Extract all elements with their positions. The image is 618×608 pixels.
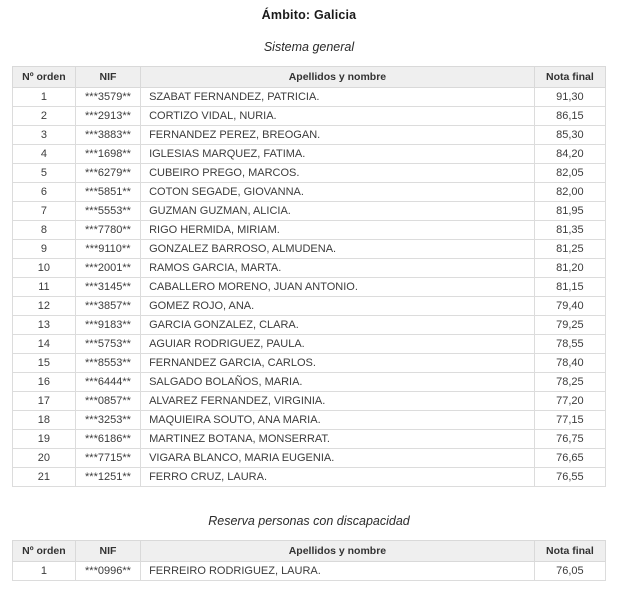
column-header: NIF bbox=[75, 67, 140, 88]
nombre-cell: COTON SEGADE, GIOVANNA. bbox=[141, 183, 535, 202]
orden-cell: 13 bbox=[13, 316, 76, 335]
nota-cell: 76,65 bbox=[534, 449, 605, 468]
orden-cell: 19 bbox=[13, 430, 76, 449]
column-header: Apellidos y nombre bbox=[141, 541, 535, 562]
nombre-cell: AGUIAR RODRIGUEZ, PAULA. bbox=[141, 335, 535, 354]
orden-cell: 16 bbox=[13, 373, 76, 392]
table-row bbox=[13, 107, 606, 126]
nota-cell: 77,15 bbox=[534, 411, 605, 430]
section-reserva-discapacidad bbox=[12, 514, 606, 581]
nif-cell: ***2001** bbox=[75, 259, 140, 278]
table-row bbox=[13, 335, 606, 354]
section-sistema-general bbox=[12, 40, 606, 487]
table-row bbox=[13, 430, 606, 449]
table-row bbox=[13, 88, 606, 107]
nota-cell: 91,30 bbox=[534, 88, 605, 107]
nombre-cell: FERNANDEZ GARCIA, CARLOS. bbox=[141, 354, 535, 373]
orden-cell: 8 bbox=[13, 221, 76, 240]
table-row bbox=[13, 411, 606, 430]
nif-cell: ***5753** bbox=[75, 335, 140, 354]
table-row bbox=[13, 145, 606, 164]
nota-cell: 81,95 bbox=[534, 202, 605, 221]
nota-cell: 81,15 bbox=[534, 278, 605, 297]
header-row bbox=[13, 541, 606, 562]
orden-cell: 10 bbox=[13, 259, 76, 278]
document-page bbox=[0, 8, 618, 608]
orden-cell: 20 bbox=[13, 449, 76, 468]
nota-cell: 78,55 bbox=[534, 335, 605, 354]
table-row bbox=[13, 259, 606, 278]
nif-cell: ***7715** bbox=[75, 449, 140, 468]
orden-cell: 21 bbox=[13, 468, 76, 487]
header-row bbox=[13, 67, 606, 88]
nif-cell: ***8553** bbox=[75, 354, 140, 373]
nota-cell: 81,25 bbox=[534, 240, 605, 259]
table-row bbox=[13, 468, 606, 487]
orden-cell: 15 bbox=[13, 354, 76, 373]
table-row bbox=[13, 449, 606, 468]
nota-cell: 86,15 bbox=[534, 107, 605, 126]
nif-cell: ***1251** bbox=[75, 468, 140, 487]
nombre-cell: FERREIRO RODRIGUEZ, LAURA. bbox=[141, 562, 535, 581]
nif-cell: ***0996** bbox=[75, 562, 140, 581]
nif-cell: ***6279** bbox=[75, 164, 140, 183]
nif-cell: ***7780** bbox=[75, 221, 140, 240]
orden-cell: 2 bbox=[13, 107, 76, 126]
table-row bbox=[13, 562, 606, 581]
orden-cell: 18 bbox=[13, 411, 76, 430]
nif-cell: ***6186** bbox=[75, 430, 140, 449]
nombre-cell: CUBEIRO PREGO, MARCOS. bbox=[141, 164, 535, 183]
table-row bbox=[13, 240, 606, 259]
nif-cell: ***3579** bbox=[75, 88, 140, 107]
ambito-title: Ámbito: Galicia bbox=[261, 8, 357, 22]
nota-cell: 78,40 bbox=[534, 354, 605, 373]
nota-cell: 82,05 bbox=[534, 164, 605, 183]
results-table-reserva-discapacidad bbox=[12, 540, 606, 581]
nota-cell: 78,25 bbox=[534, 373, 605, 392]
nombre-cell: CABALLERO MORENO, JUAN ANTONIO. bbox=[141, 278, 535, 297]
column-header: Nota final bbox=[534, 541, 605, 562]
table-row bbox=[13, 183, 606, 202]
nif-cell: ***9183** bbox=[75, 316, 140, 335]
nombre-cell: MAQUIEIRA SOUTO, ANA MARIA. bbox=[141, 411, 535, 430]
nombre-cell: ALVAREZ FERNANDEZ, VIRGINIA. bbox=[141, 392, 535, 411]
nombre-cell: FERRO CRUZ, LAURA. bbox=[141, 468, 535, 487]
orden-cell: 4 bbox=[13, 145, 76, 164]
nota-cell: 79,40 bbox=[534, 297, 605, 316]
nif-cell: ***3145** bbox=[75, 278, 140, 297]
table-row bbox=[13, 126, 606, 145]
orden-cell: 11 bbox=[13, 278, 76, 297]
nif-cell: ***6444** bbox=[75, 373, 140, 392]
nombre-cell: VIGARA BLANCO, MARIA EUGENIA. bbox=[141, 449, 535, 468]
nif-cell: ***2913** bbox=[75, 107, 140, 126]
nif-cell: ***9110** bbox=[75, 240, 140, 259]
nota-cell: 77,20 bbox=[534, 392, 605, 411]
table-row bbox=[13, 354, 606, 373]
table-row bbox=[13, 392, 606, 411]
nif-cell: ***1698** bbox=[75, 145, 140, 164]
nombre-cell: RAMOS GARCIA, MARTA. bbox=[141, 259, 535, 278]
table-row bbox=[13, 164, 606, 183]
nif-cell: ***3883** bbox=[75, 126, 140, 145]
orden-cell: 17 bbox=[13, 392, 76, 411]
orden-cell: 7 bbox=[13, 202, 76, 221]
table-row bbox=[13, 297, 606, 316]
nota-cell: 79,25 bbox=[534, 316, 605, 335]
nota-cell: 81,20 bbox=[534, 259, 605, 278]
table-row bbox=[13, 373, 606, 392]
nif-cell: ***0857** bbox=[75, 392, 140, 411]
column-header: Nota final bbox=[534, 67, 605, 88]
column-header: NIF bbox=[75, 541, 140, 562]
nif-cell: ***3253** bbox=[75, 411, 140, 430]
nombre-cell: IGLESIAS MARQUEZ, FATIMA. bbox=[141, 145, 535, 164]
section-title-reserva-discapacidad: Reserva personas con discapacidad bbox=[208, 514, 410, 528]
orden-cell: 1 bbox=[13, 88, 76, 107]
nombre-cell: SALGADO BOLAÑOS, MARIA. bbox=[141, 373, 535, 392]
orden-cell: 5 bbox=[13, 164, 76, 183]
nota-cell: 82,00 bbox=[534, 183, 605, 202]
nombre-cell: GOMEZ ROJO, ANA. bbox=[141, 297, 535, 316]
nombre-cell: SZABAT FERNANDEZ, PATRICIA. bbox=[141, 88, 535, 107]
nif-cell: ***5553** bbox=[75, 202, 140, 221]
nota-cell: 76,05 bbox=[534, 562, 605, 581]
nombre-cell: GUZMAN GUZMAN, ALICIA. bbox=[141, 202, 535, 221]
orden-cell: 9 bbox=[13, 240, 76, 259]
orden-cell: 3 bbox=[13, 126, 76, 145]
nif-cell: ***3857** bbox=[75, 297, 140, 316]
orden-cell: 6 bbox=[13, 183, 76, 202]
column-header: Apellidos y nombre bbox=[141, 67, 535, 88]
nombre-cell: CORTIZO VIDAL, NURIA. bbox=[141, 107, 535, 126]
orden-cell: 1 bbox=[13, 562, 76, 581]
section-title-sistema-general: Sistema general bbox=[263, 40, 355, 54]
nombre-cell: MARTINEZ BOTANA, MONSERRAT. bbox=[141, 430, 535, 449]
table-row bbox=[13, 221, 606, 240]
table-row bbox=[13, 316, 606, 335]
nota-cell: 76,55 bbox=[534, 468, 605, 487]
nombre-cell: RIGO HERMIDA, MIRIAM. bbox=[141, 221, 535, 240]
nombre-cell: FERNANDEZ PEREZ, BREOGAN. bbox=[141, 126, 535, 145]
nombre-cell: GONZALEZ BARROSO, ALMUDENA. bbox=[141, 240, 535, 259]
results-table-sistema-general bbox=[12, 66, 606, 487]
nota-cell: 85,30 bbox=[534, 126, 605, 145]
table-row bbox=[13, 202, 606, 221]
orden-cell: 14 bbox=[13, 335, 76, 354]
nota-cell: 84,20 bbox=[534, 145, 605, 164]
nif-cell: ***5851** bbox=[75, 183, 140, 202]
results-document bbox=[0, 8, 618, 581]
column-header: Nº orden bbox=[13, 67, 76, 88]
nombre-cell: GARCIA GONZALEZ, CLARA. bbox=[141, 316, 535, 335]
column-header: Nº orden bbox=[13, 541, 76, 562]
nota-cell: 81,35 bbox=[534, 221, 605, 240]
table-row bbox=[13, 278, 606, 297]
orden-cell: 12 bbox=[13, 297, 76, 316]
nota-cell: 76,75 bbox=[534, 430, 605, 449]
